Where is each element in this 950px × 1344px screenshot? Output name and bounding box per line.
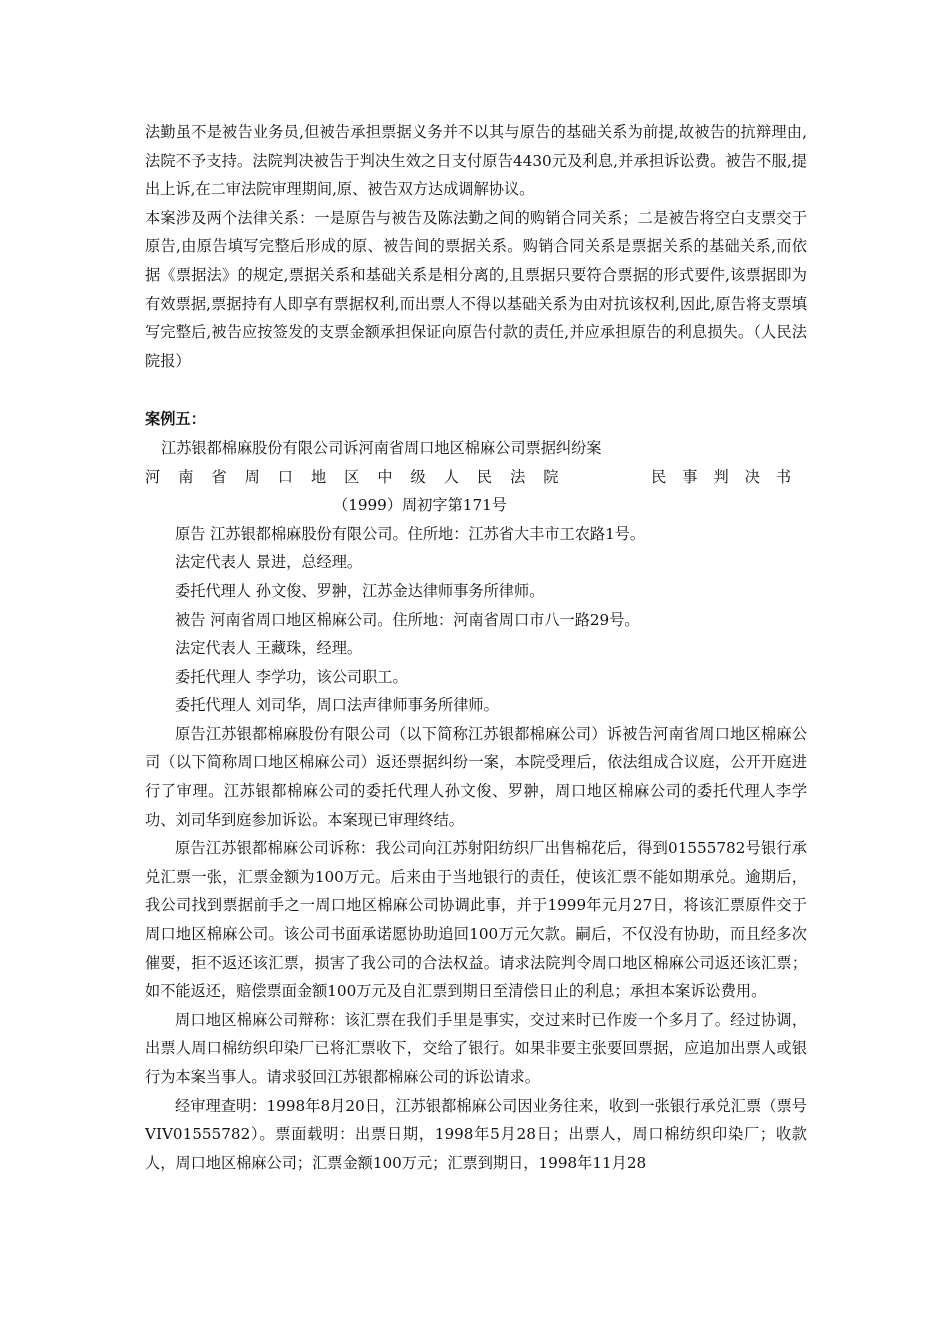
party-plaintiff-agents: 委托代理人 孙文俊、罗翀，江苏金达律师事务所律师。: [175, 581, 545, 600]
party-plaintiff-representative: 法定代表人 景进，总经理。: [175, 553, 363, 572]
court-header-line: [145, 463, 807, 492]
party-defendant-agent-2: 委托代理人 刘司华，周口法声律师事务所律师。: [175, 696, 499, 715]
party-defendant-representative: 法定代表人 王藏珠，经理。: [175, 639, 363, 658]
case-number: （1999）周初字第171号: [333, 496, 507, 515]
party-defendant: 被告 河南省周口地区棉麻公司。住所地：河南省周口市八一路29号。: [175, 610, 640, 629]
paragraph-judgment-summary: 法勤虽不是被告业务员,但被告承担票据义务并不以其与原告的基础关系为前提,故被告的抗辩理由,法院不予支持。法院判决被告于判决生效之日支付原告4430元及利息,并承担诉讼费。被告不服,提出上诉,在二审法院审理期间,原、被告双方达成调解协议。: [145, 123, 807, 199]
paragraph-defendant-defense: 周口地区棉麻公司辩称：该汇票在我们手里是事实，交过来时已作废一个多月了。经过协调，出票人周口棉纺织印染厂已将汇票收下，交给了银行。如果非要主张要回票据，应追加出票人或银行为本案当事人。请求驳回江苏银都棉麻公司的诉讼请求。: [145, 1010, 807, 1086]
case-label: 案例五：: [145, 410, 206, 429]
court-name: 河南省周口地区中级人民法院: [145, 467, 577, 486]
party-plaintiff: 原告 江苏银都棉麻股份有限公司。住所地：江苏省大丰市工农路1号。: [175, 524, 646, 543]
paragraph-case-intro: 原告江苏银都棉麻股份有限公司（以下简称江苏银都棉麻公司）诉被告河南省周口地区棉麻公司（以下简称周口地区棉麻公司）返还票据纠纷一案，本院受理后，依法组成合议庭，公开开庭进行了审理。江苏银都棉麻公司的委托代理人孙文俊、罗翀，周口地区棉麻公司的委托代理人李学功、刘司华到庭参加诉讼。本案现已审理终结。: [145, 724, 807, 829]
paragraph-case-analysis: 本案涉及两个法律关系：一是原告与被告及陈法勤之间的购销合同关系；二是被告将空白支票交于原告,由原告填写完整后形成的原、被告间的票据关系。购销合同关系是票据关系的基础关系,而依据《票据法》的规定,票据关系和基础关系是相分离的,且票据只要符合票据的形式要件,该票据即为有效票据,票据持有人即享有票据权利,而出票人不得以基础关系为由对抗该权利,因此,原告将支票填写完整后,被告应按签发的支票金额承担保证向原告付款的责任,并应承担原告的利息损失。（人民法院报）: [145, 208, 807, 370]
party-defendant-agent-1: 委托代理人 李学功，该公司职工。: [175, 667, 408, 686]
paragraph-plaintiff-claim: 原告江苏银都棉麻公司诉称：我公司向江苏射阳纺织厂出售棉花后，得到01555782号银行承兑汇票一张，汇票金额为100万元。后来由于当地银行的责任，使该汇票不能如期承兑。逾期后，我公司找到票据前手之一周口地区棉麻公司协调此事，并于1999年元月27日，将该汇票原件交于周口地区棉麻公司。该公司书面承诺愿协助追回100万元欠款。嗣后，不仅没有协助，而且经多次催要，拒不返还该汇票，损害了我公司的合法权益。请求法院判令周口地区棉麻公司返还该汇票；如不能返还，赔偿票面金额100万元及自汇票到期日至清偿日止的利息；承担本案诉讼费用。: [145, 839, 807, 1001]
paragraph-findings: 经审理查明：1998年8月20日，江苏银都棉麻公司因业务往来，收到一张银行承兑汇票（票号VIV01555782）。票面载明：出票日期，1998年5月28日；出票人，周口棉纺织印染厂；收款人，周口地区棉麻公司；汇票金额100万元；汇票到期日，1998年11月28: [145, 1096, 807, 1172]
document-type: 民事判决书: [651, 467, 807, 486]
document-content: [145, 118, 807, 1177]
case-heading: 江苏银都棉麻股份有限公司诉河南省周口地区棉麻公司票据纠纷案: [161, 438, 602, 457]
